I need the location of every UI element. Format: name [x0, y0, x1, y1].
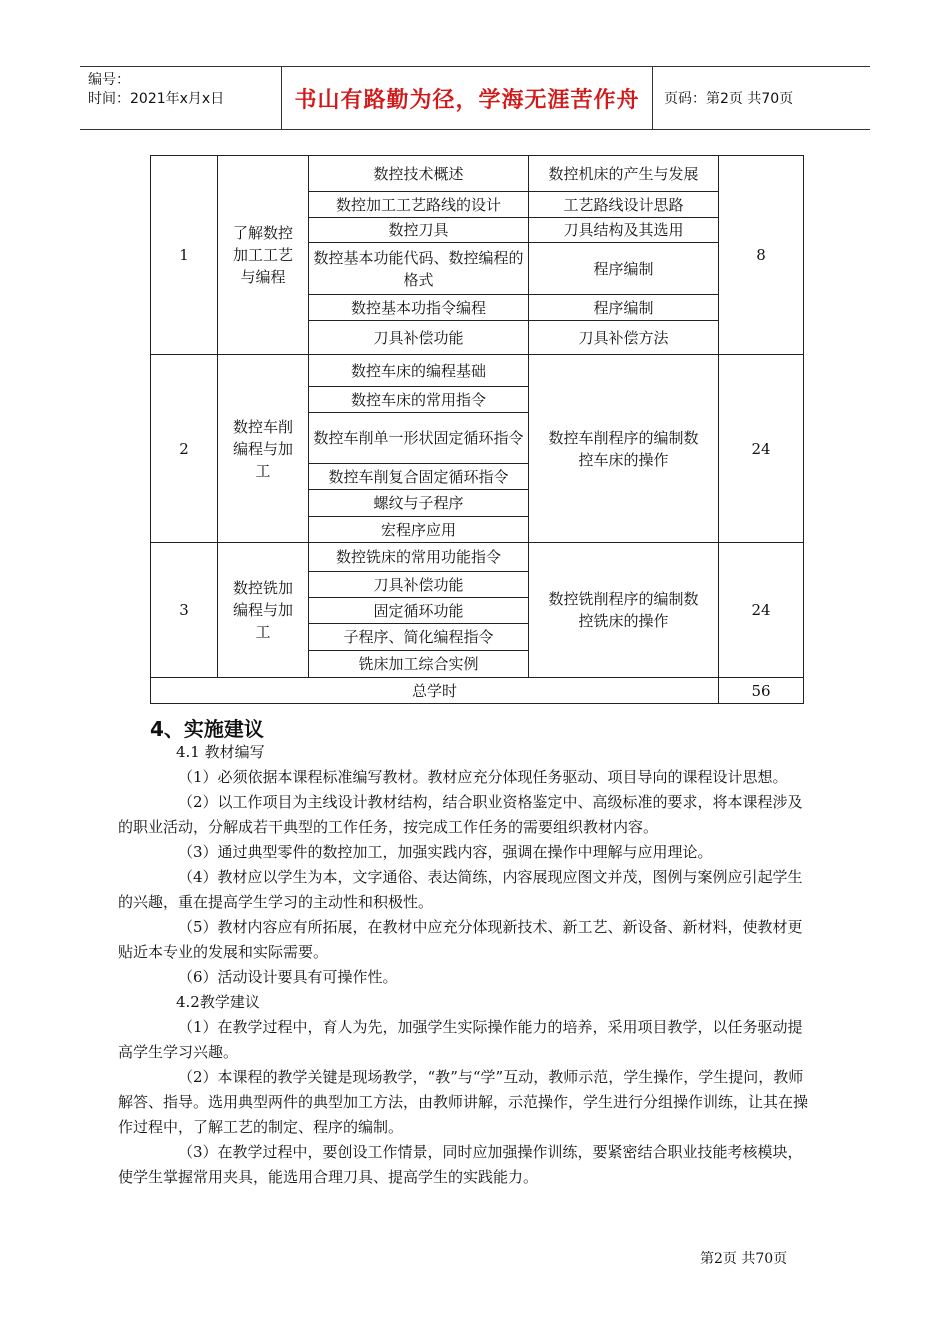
- total-hours-label: 总学时: [151, 678, 719, 704]
- section-body: [118, 740, 808, 1190]
- module-3-topic-2: 刀具补偿功能: [309, 572, 529, 598]
- module-1-content-5: 程序编制: [529, 295, 719, 321]
- paragraph-4-1-6: （6）活动设计要具有可操作性。: [178, 968, 398, 986]
- subsection-4-2-title: 4.2教学建议: [176, 993, 260, 1011]
- module-2-hours: 24: [719, 355, 804, 543]
- module-3-topic-3: 固定循环功能: [309, 598, 529, 624]
- module-2-topic-4: 数控车削复合固定循环指令: [309, 464, 529, 490]
- module-2-content: 数控车削程序的编制数控车床的操作: [529, 355, 719, 543]
- module-2-name: 数控车削编程与加工: [218, 355, 309, 543]
- module-3-hours: 24: [719, 543, 804, 678]
- course-module-table: [150, 155, 804, 704]
- table-row: [151, 543, 804, 572]
- page-footer: 第2页 共70页: [700, 1251, 788, 1267]
- total-hours-value: 56: [719, 678, 804, 704]
- module-1-content-1: 数控机床的产生与发展: [529, 156, 719, 192]
- module-3-topic-5: 铣床加工综合实例: [309, 651, 529, 678]
- module-1-number: 1: [151, 156, 218, 355]
- module-1-name: 了解数控加工工艺与编程: [218, 156, 309, 355]
- module-1-topic-2: 数控加工工艺路线的设计: [309, 192, 529, 218]
- paragraph-4-1-2: （2）以工作项目为主线设计教材结构，结合职业资格鉴定中、高级标准的要求，将本课程涉及的职业活动，分解成若干典型的工作任务，按完成工作任务的需要组织教材内容。: [118, 793, 803, 836]
- paragraph-4-1-5: （5）教材内容应有所拓展，在教材中应充分体现新技术、新工艺、新设备、新材料，使教材更贴近本专业的发展和实际需要。: [118, 918, 803, 961]
- paragraph-4-2-3: （3）在教学过程中，要创设工作情景，同时应加强操作训练，要紧密结合职业技能考核模块，使学生掌握常用夹具，能选用合理刀具、提高学生的实践能力。: [118, 1143, 803, 1186]
- module-2-topic-2: 数控车床的常用指令: [309, 387, 529, 413]
- paragraph-4-2-2: （2）本课程的教学关键是现场教学，“教”与“学”互动，教师示范，学生操作，学生提问，教师解答、指导。选用典型两件的典型加工方法，由教师讲解，示范操作，学生进行分组操作训练，让其在操作过程中，了解工艺的制定、程序的编制。: [118, 1068, 809, 1136]
- paragraph-4-2-1: （1）在教学过程中，育人为先，加强学生实际操作能力的培养，采用项目教学，以任务驱动提高学生学习兴趣。: [118, 1018, 803, 1061]
- module-3-topic-1: 数控铣床的常用功能指令: [309, 543, 529, 572]
- table-row-total: [151, 678, 804, 704]
- number-label: 编号：: [88, 72, 130, 88]
- module-1-content-4: 程序编制: [529, 243, 719, 295]
- module-3-topic-4: 子程序、简化编程指令: [309, 624, 529, 651]
- page-header: [80, 66, 870, 130]
- subsection-4-1-title: 4.1 教材编写: [176, 743, 265, 761]
- module-1-content-3: 刀具结构及其选用: [529, 218, 719, 243]
- module-2-number: 2: [151, 355, 218, 543]
- header-page-label: 页码：第2页 共70页: [664, 91, 794, 107]
- paragraph-4-1-3: （3）通过典型零件的数控加工，加强实践内容，强调在操作中理解与应用理论。: [178, 843, 713, 861]
- module-1-hours: 8: [719, 156, 804, 355]
- paragraph-4-1-1: （1）必须依据本课程标准编写教材。教材应充分体现任务驱动、项目导向的课程设计思想。: [178, 768, 788, 786]
- module-1-topic-5: 数控基本功指令编程: [309, 295, 529, 321]
- table-row: [151, 355, 804, 387]
- section-title: 4、实施建议: [150, 717, 264, 741]
- module-3-content: 数控铣削程序的编制数控铣床的操作: [529, 543, 719, 678]
- module-1-topic-1: 数控技术概述: [309, 156, 529, 192]
- header-meta: [80, 67, 280, 129]
- module-1-content-2: 工艺路线设计思路: [529, 192, 719, 218]
- table-row: [151, 156, 804, 192]
- module-2-topic-6: 宏程序应用: [309, 517, 529, 543]
- module-2-topic-5: 螺纹与子程序: [309, 490, 529, 517]
- module-3-name: 数控铣加编程与加工: [218, 543, 309, 678]
- module-2-topic-1: 数控车床的编程基础: [309, 355, 529, 387]
- module-2-topic-3: 数控车削单一形状固定循环指令: [309, 413, 529, 464]
- module-1-topic-4: 数控基本功能代码、数控编程的格式: [309, 243, 529, 295]
- time-label: 时间：2021年x月x日: [88, 91, 225, 107]
- header-motto: 书山有路勤为径，学海无涯苦作舟: [281, 67, 653, 129]
- module-3-number: 3: [151, 543, 218, 678]
- module-1-topic-3: 数控刀具: [309, 218, 529, 243]
- paragraph-4-1-4: （4）教材应以学生为本，文字通俗、表达简练，内容展现应图文并茂，图例与案例应引起学生的兴趣，重在提高学生学习的主动性和积极性。: [118, 868, 803, 911]
- module-1-topic-6: 刀具补偿功能: [309, 321, 529, 355]
- module-1-content-6: 刀具补偿方法: [529, 321, 719, 355]
